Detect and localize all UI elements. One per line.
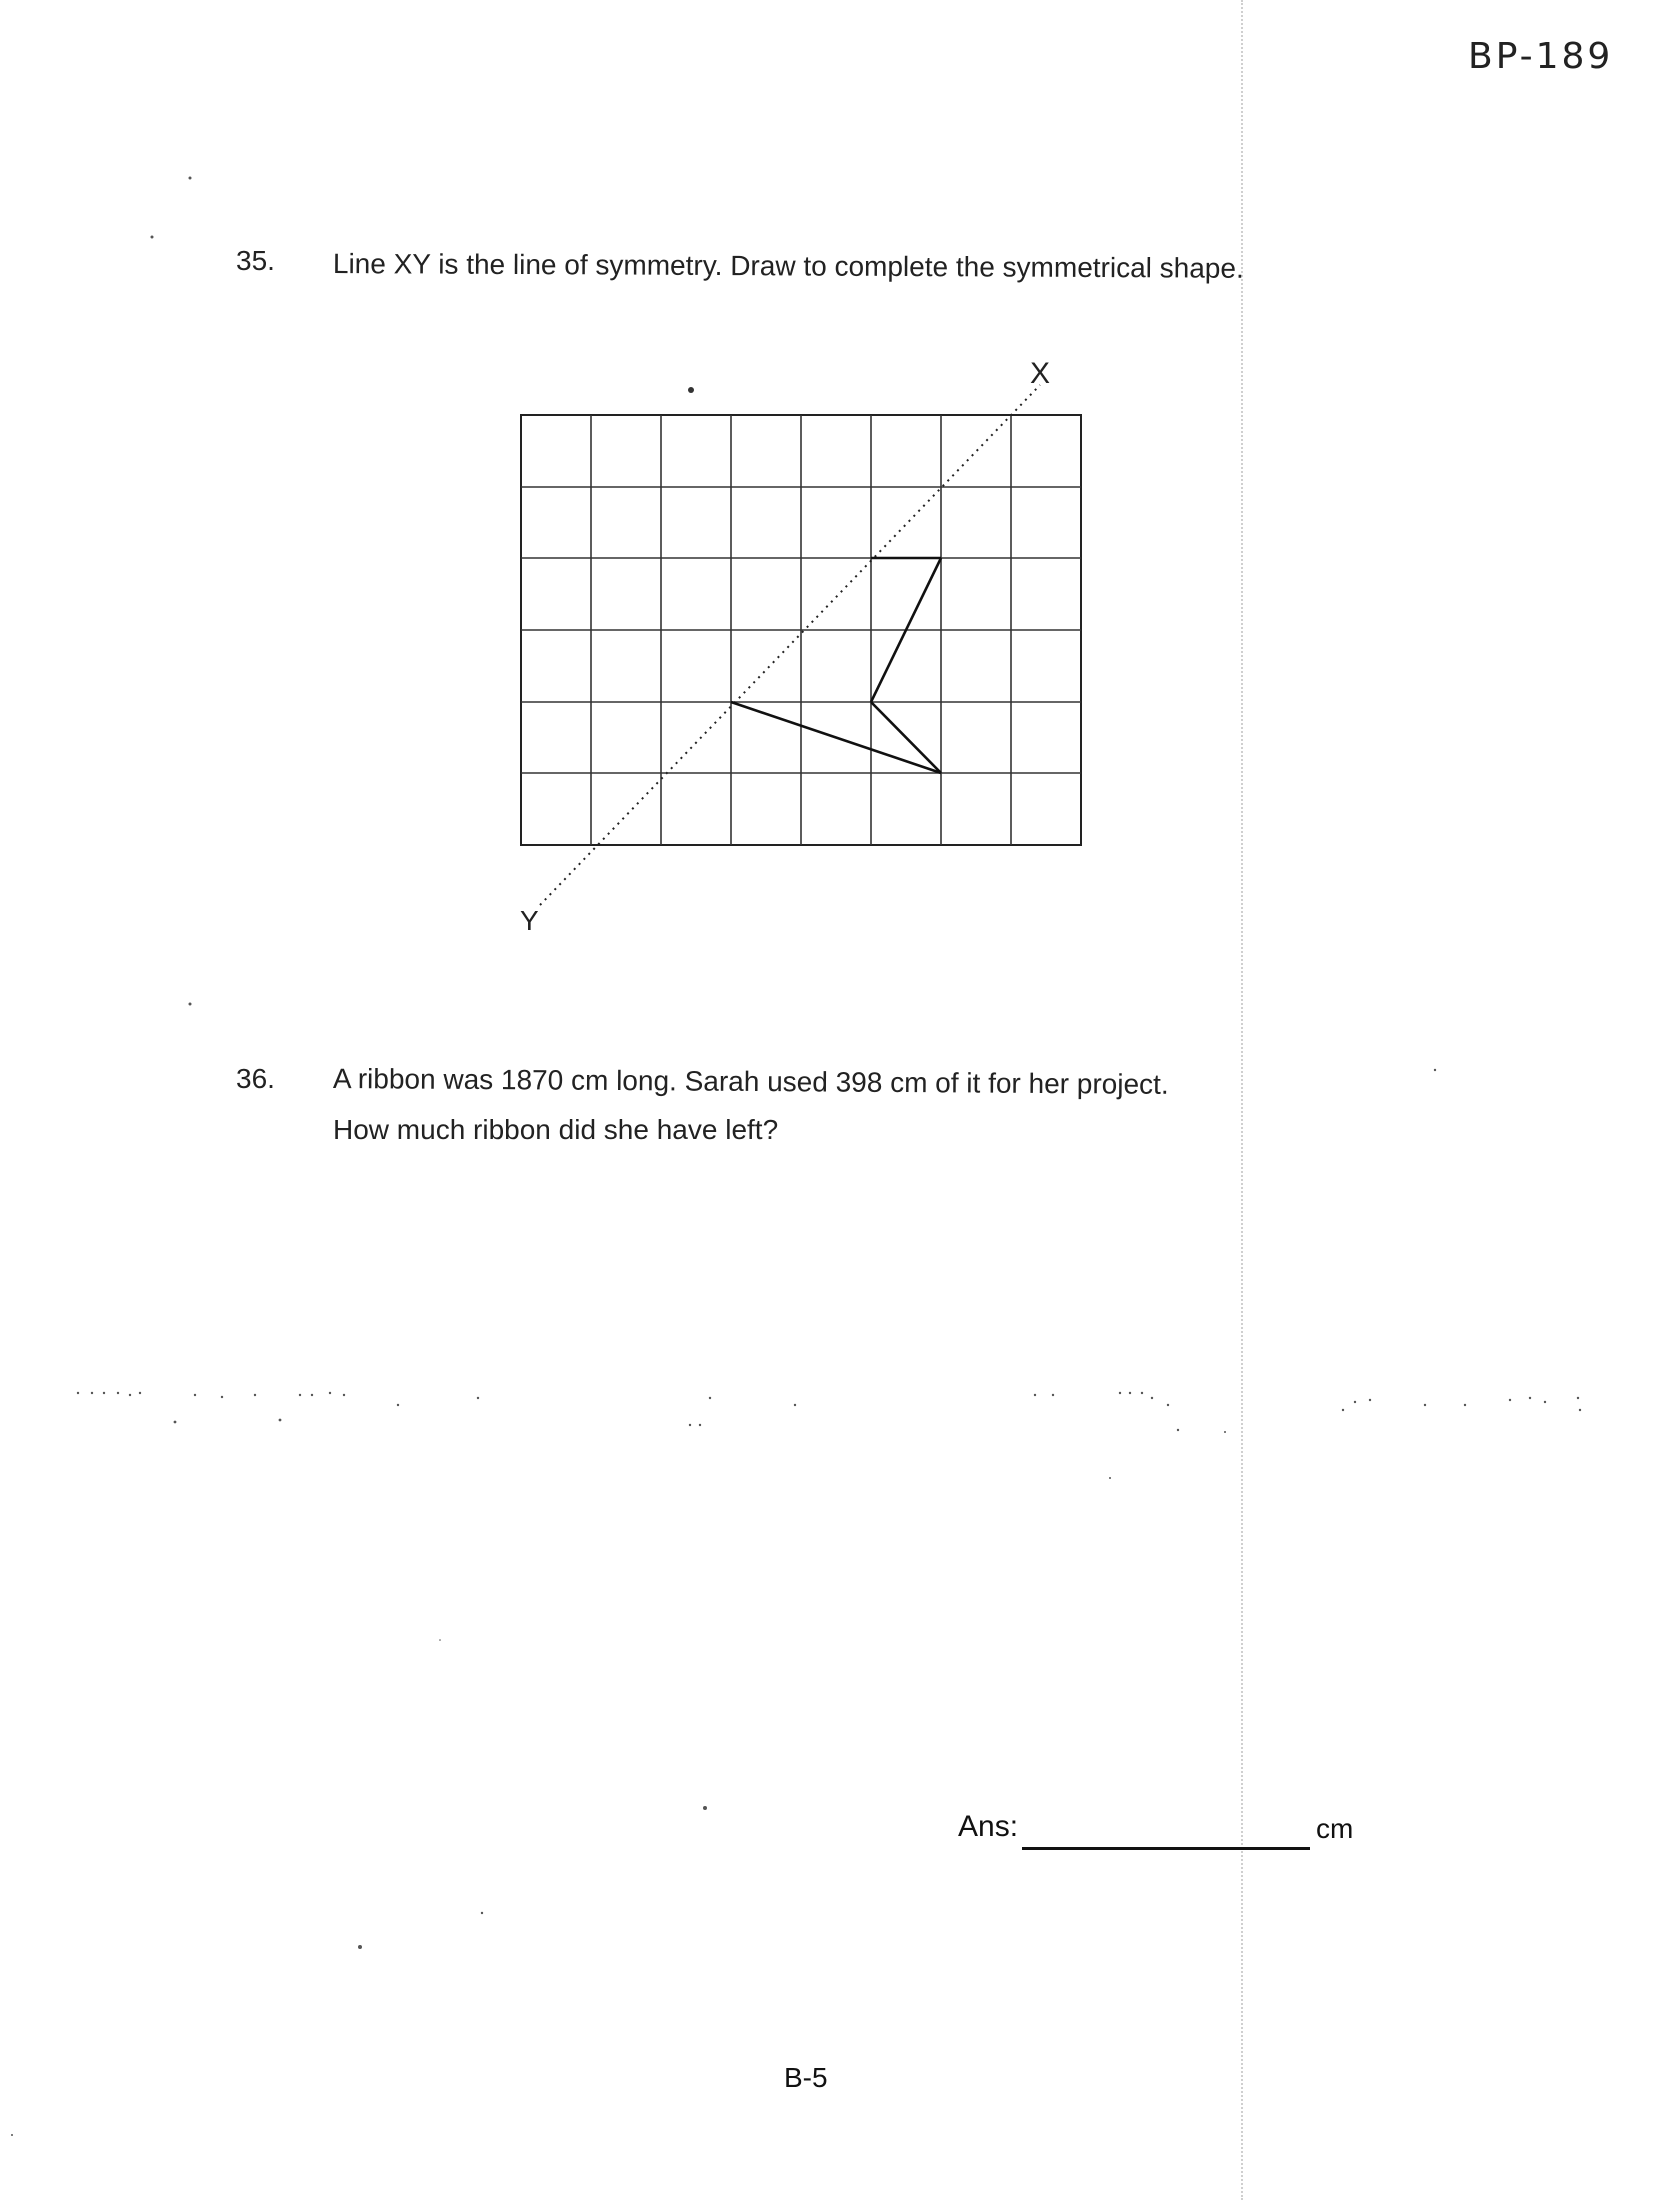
label-x: X [1030, 357, 1051, 390]
symmetry-grid-figure[interactable] [500, 345, 1100, 945]
answer-label: Ans: [958, 1810, 1019, 1843]
page-number: B-5 [784, 2062, 828, 2093]
question-36-text-line1: A ribbon was 1870 cm long. Sarah used 398 cm of it for her project. [332, 1063, 1169, 1100]
document-code: BP-189 [1468, 36, 1614, 77]
question-36-number: 36. [236, 1063, 275, 1094]
symmetry-line-xy [540, 385, 1040, 905]
given-half-shape [731, 558, 941, 773]
question-35-text: Line XY is the line of symmetry. Draw to complete the symmetrical shape. [332, 248, 1244, 284]
answer-unit: cm [1316, 1813, 1354, 1844]
answer-blank-line[interactable] [1022, 1847, 1310, 1850]
label-y: Y [520, 905, 539, 936]
question-36-text-line2: How much ribbon did she have left? [333, 1114, 779, 1145]
stray-mark [688, 387, 694, 393]
question-35-number: 35. [236, 245, 275, 276]
